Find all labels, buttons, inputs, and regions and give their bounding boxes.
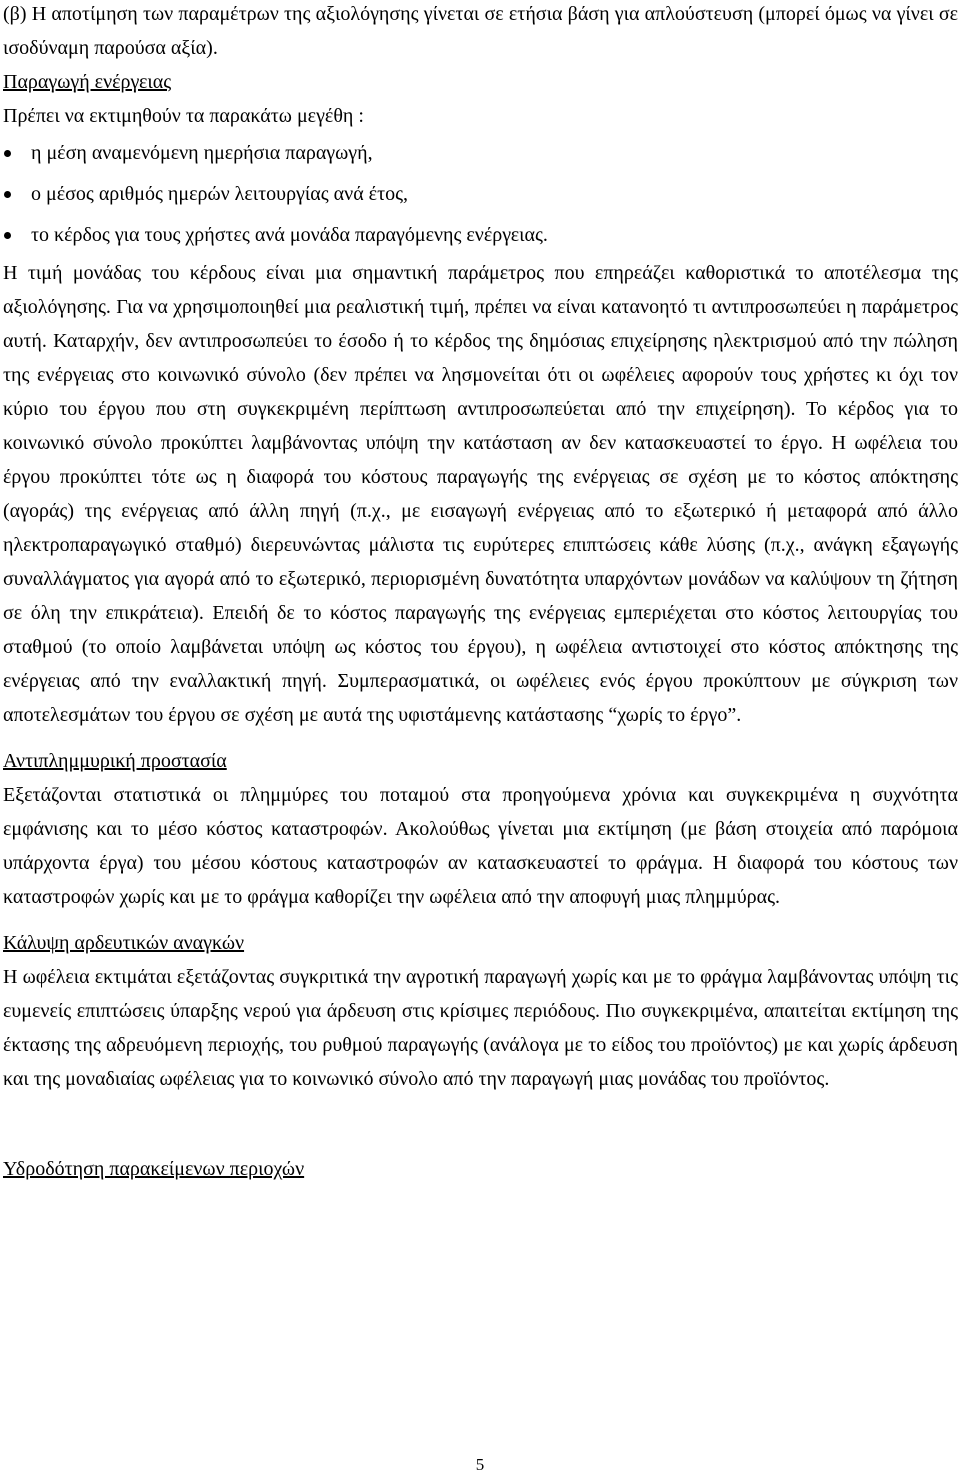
flood-paragraph: Εξετάζονται στατιστικά οι πλημμύρες του ποταμού στα προηγούμενα χρόνια και συγκεκριμένα η συχνότητα εμφάνισης και το μέσο κόστος καταστροφών. Ακολούθως γίνεται μια εκτίμηση (με βάση στοιχεία από παρόμοια υπάρχοντα έργα) του μέσου κόστους καταστροφών αν κατασκευαστεί το φράγμα. Η διαφορά του κόστους των καταστροφών χωρίς και με το φράγμα καθορίζει την ωφέλεια από την αποφυγή μιας πλημμύρας. <box>3 784 958 908</box>
energy-lead: Πρέπει να εκτιμηθούν τα παρακάτω μεγέθη : <box>3 105 364 127</box>
irrigation-paragraph: Η ωφέλεια εκτιμάται εξετάζοντας συγκριτικά την αγροτική παραγωγή χωρίς και με το φράγμα λαμβάνοντας υπόψη τις ευμενείς επιπτώσεις ύπαρξης νερού για άρδευση στις κρίσιμες περιόδους. Πιο συγκεκριμένα, απαιτείται εκτίμηση της έκτασης της αδρευόμενη περιοχής, του ρυθμού παραγωγής (ανάλογα με το είδος του προϊόντος) με και χωρίς άρδευση και της μοναδιαίας ωφέλειας για το κοινωνικό σύνολο από την παραγωγή μιας μονάδας του προϊόντος. <box>3 966 958 1090</box>
irrigation-heading: Κάλυψη αρδευτικών αναγκών <box>3 932 245 954</box>
list-item-text: η μέση αναμενόμενη ημερήσια παραγωγή, <box>31 142 373 164</box>
list-item <box>3 133 958 174</box>
intro-paragraph: (β) Η αποτίμηση των παραμέτρων της αξιολόγησης γίνεται σε ετήσια βάση για απλούστευση (μπορεί όμως να γίνει σε ισοδύναμη παρούσα αξία). <box>3 3 958 59</box>
page-number: 5 <box>475 1455 485 1474</box>
list-item-text: ο μέσος αριθμός ημερών λειτουργίας ανά έτος, <box>31 183 409 205</box>
spacer <box>3 1096 958 1152</box>
spacer <box>3 914 958 926</box>
spacer <box>3 732 958 744</box>
bullet-icon <box>4 191 11 198</box>
energy-paragraph: Η τιμή μονάδας του κέρδους είναι μια σημαντική παράμετρος που επηρεάζει καθοριστικά το αποτέλεσμα της αξιολόγησης. Για να χρησιμοποιηθεί μια ρεαλιστική τιμή, πρέπει να είναι κατανοητό τι αντιπροσωπεύει η παράμετρος αυτή. Καταρχήν, δεν αντιπροσωπεύει το έσοδο ή το κέρδος της δημόσιας επιχείρησης ηλεκτρισμού από την πώληση της ενέργειας στο κοινωνικό σύνολο (δεν πρέπει να λησμονείται ότι οι ωφέλειες αφορούν τους χρήστες κι όχι τον κύριο του έργου που στη συγκεκριμένη περίπτωση αντιπροσωπεύεται από την επιχείρηση). Το κέρδος για το κοινωνικό σύνολο προκύπτει λαμβάνοντας υπόψη την κατάσταση αν δεν κατασκευαστεί το έργο. Η ωφέλεια του έργου προκύπτει τότε ως η διαφορά του κόστους παραγωγής της ενέργειας σε σχέση με το κόστος απόκτησης (αγοράς) της ενέργειας από άλλη πηγή (π.χ., με εισαγωγή ενέργειας από το εξωτερικό ή μεταφορά από άλλο ηλεκτροπαραγωγικό σταθμό) διερευνώντας μάλιστα τις ευρύτερες επιπτώσεις κάθε λύσης (π.χ., ανάγκη εξαγωγής συναλλάγματος για αγορά από το εξωτερικό, περιορισμένη δυνατότητα υπαρχόντων μονάδων να καλύψουν τη ζήτηση σε όλη την επικράτεια). Επειδή δε το κόστος παραγωγής της ενέργειας εμπεριέχεται στο κόστος λειτουργίας του σταθμού (το οποίο λαμβάνεται υπόψη ως κόστος του έργου), η ωφέλεια αντιστοιχεί στο κόστος απόκτησης της ενέργειας από την εναλλακτική πηγή. Συμπερασματικά, οι ωφέλειες ενός έργου προκύπτουν με σύγκριση των αποτελεσμάτων του έργου σε σχέση με αυτά της υφιστάμενης κατάστασης “χωρίς το έργο”. <box>3 262 958 726</box>
water-supply-heading: Υδροδότηση παρακείμενων περιοχών <box>3 1158 305 1180</box>
bullet-icon <box>4 150 11 157</box>
energy-heading: Παραγωγή ενέργειας <box>3 71 172 93</box>
energy-bullet-list <box>3 133 958 256</box>
list-item <box>3 174 958 215</box>
list-item-text: το κέρδος για τους χρήστες ανά μονάδα παραγόμενης ενέργειας. <box>31 224 548 246</box>
list-item <box>3 215 958 256</box>
flood-heading: Αντιπλημμυρική προστασία <box>3 750 227 772</box>
bullet-icon <box>4 232 11 239</box>
